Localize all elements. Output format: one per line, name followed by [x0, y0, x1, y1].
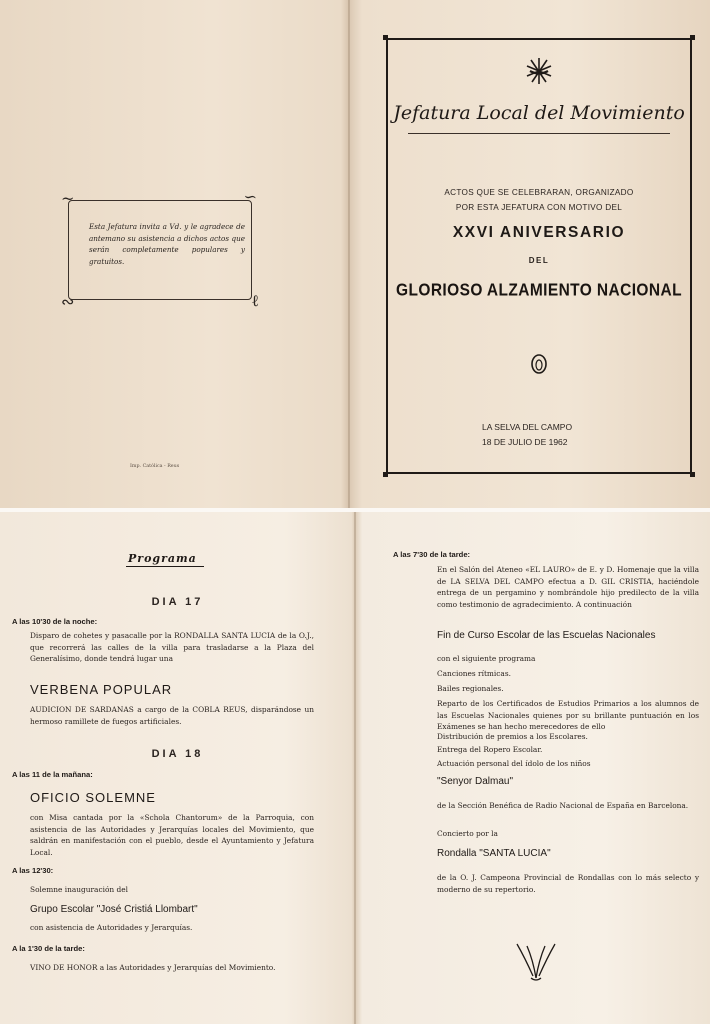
- evening-text: Canciones rítmicas.: [437, 669, 511, 678]
- fold-line: [348, 0, 350, 508]
- yoke-and-arrows-emblem-icon: [524, 54, 554, 88]
- cover-title: Jefatura Local del Movimiento: [393, 102, 685, 124]
- fin-de-curso-heading: Fin de Curso Escolar de las Escuelas Nacionales: [437, 630, 656, 641]
- evening-text: Distribución de premios a los Escolares.: [437, 732, 588, 741]
- flourish-ornament: ℓ: [251, 291, 259, 310]
- programa-right-page: [355, 512, 710, 1024]
- place-date: [482, 420, 572, 450]
- verbena-heading: VERBENA POPULAR: [30, 682, 173, 697]
- intro-line: POR ESTA JEFATURA CON MOTIVO DEL: [455, 203, 623, 212]
- day18-text: con Misa cantada por la «Schola Chantorum» de la Parroquia, con asistencia de las Autoridades y Jerarquías locales del Movimiento, que saldrán en manifestación con el pueblo, desde el Ayuntamiento y Jefatura Local.: [30, 813, 314, 857]
- date: 18 DE JULIO DE 1962: [482, 437, 568, 447]
- rondalla-heading: Rondalla "SANTA LUCIA": [437, 848, 551, 859]
- del-label: DEL: [528, 256, 550, 265]
- evening-text: de la Sección Benéfica de Radio Nacional de España en Barcelona.: [437, 801, 689, 810]
- day17-text: AUDICION DE SARDANAS a cargo de la COBLA REUS, disparándose un hermoso ramillete de fuegos artificiales.: [30, 705, 314, 726]
- flourish-ornament: ∽: [243, 187, 257, 206]
- flourish-ornament-icon: [528, 350, 550, 376]
- time-label: A las 10'30 de la noche:: [12, 617, 98, 626]
- flourish-ornament: ∾: [61, 292, 75, 311]
- printer-credit: Imp. Católica - Reus: [130, 464, 180, 469]
- cover-intro: [388, 185, 690, 215]
- frame-corner: [383, 472, 388, 477]
- day18-text: con asistencia de Autoridades y Jerarquías.: [30, 923, 193, 932]
- day-18-heading: DIA 18: [151, 748, 204, 760]
- programa-title-rule: [126, 566, 204, 567]
- cover-frame: [386, 38, 692, 474]
- evening-text: Concierto por la: [437, 829, 498, 838]
- time-label: A las 12'30:: [12, 866, 54, 875]
- title-rule: [408, 133, 670, 134]
- oficio-heading: OFICIO SOLEMNE: [30, 790, 156, 805]
- evening-text: Reparto de los Certificados de Estudios Primarios a los alumnos de las Escuelas Nacionales quienes por su brillante puntuación en los Exámenes se han hecho merecedores de ello: [437, 699, 699, 731]
- frame-corner: [383, 35, 388, 40]
- senyor-dalmau-heading: "Senyor Dalmau": [437, 776, 514, 787]
- flourish-ornament-icon: [513, 938, 559, 982]
- evening-text: con el siguiente programa: [437, 654, 536, 663]
- invitation-card: [61, 187, 259, 311]
- anniversary-heading: XXVI ANIVERSARIO: [452, 224, 626, 241]
- time-label: A la 1'30 de la tarde:: [12, 944, 85, 953]
- frame-corner: [690, 472, 695, 477]
- invitation-text: Esta Jefatura invita a Vd. y le agradece de antemano su asistencia a dichos actos que serán completamente populares y gratuitos.: [89, 222, 245, 266]
- day17-text: Disparo de cohetes y pasacalle por la RONDALLA SANTA LUCIA de la O.J., que recorrerá las calles de la villa para trasladarse a la Plaza del Generalísimo, donde tendrá lugar una: [30, 631, 314, 663]
- evening-text: Entrega del Ropero Escolar.: [437, 745, 543, 754]
- evening-text: Bailes regionales.: [437, 684, 504, 693]
- day-17-heading: DIA 17: [151, 596, 204, 608]
- grupo-escolar-heading: Grupo Escolar "José Cristiá Llombart": [30, 904, 198, 915]
- time-label: A las 7'30 de la tarde:: [393, 550, 471, 559]
- evening-text: En el Salón del Ateneo «EL LAURO» de E. y D. Homenaje que la villa de LA SELVA DEL CAMPO efectua a D. GIL CRISTIA, haciéndole entrega de un pergamino y nombrándole hijo predilecto de la villa como testimonio de agradecimiento. A continuación: [437, 565, 699, 609]
- flourish-ornament: ~: [61, 189, 75, 208]
- evening-text: de la O. J. Campeona Provincial de Rondallas con lo más selecto y moderno de su repertorio.: [437, 873, 699, 894]
- place: LA SELVA DEL CAMPO: [482, 422, 573, 432]
- outer-sheet: [0, 0, 710, 508]
- intro-line: ACTOS QUE SE CELEBRARAN, ORGANIZADO: [444, 188, 634, 197]
- evening-text: Actuación personal del ídolo de los niños: [437, 759, 591, 768]
- frame-corner: [690, 35, 695, 40]
- programa-title: Programa: [128, 552, 197, 565]
- programa-left-page: [0, 512, 355, 1024]
- time-label: A las 11 de la mañana:: [12, 770, 93, 779]
- day18-text: Solemne inauguración del: [30, 885, 128, 894]
- day18-text: VINO DE HONOR a las Autoridades y Jerarquías del Movimiento.: [30, 963, 276, 972]
- event-heading: GLORIOSO ALZAMIENTO NACIONAL: [396, 280, 682, 301]
